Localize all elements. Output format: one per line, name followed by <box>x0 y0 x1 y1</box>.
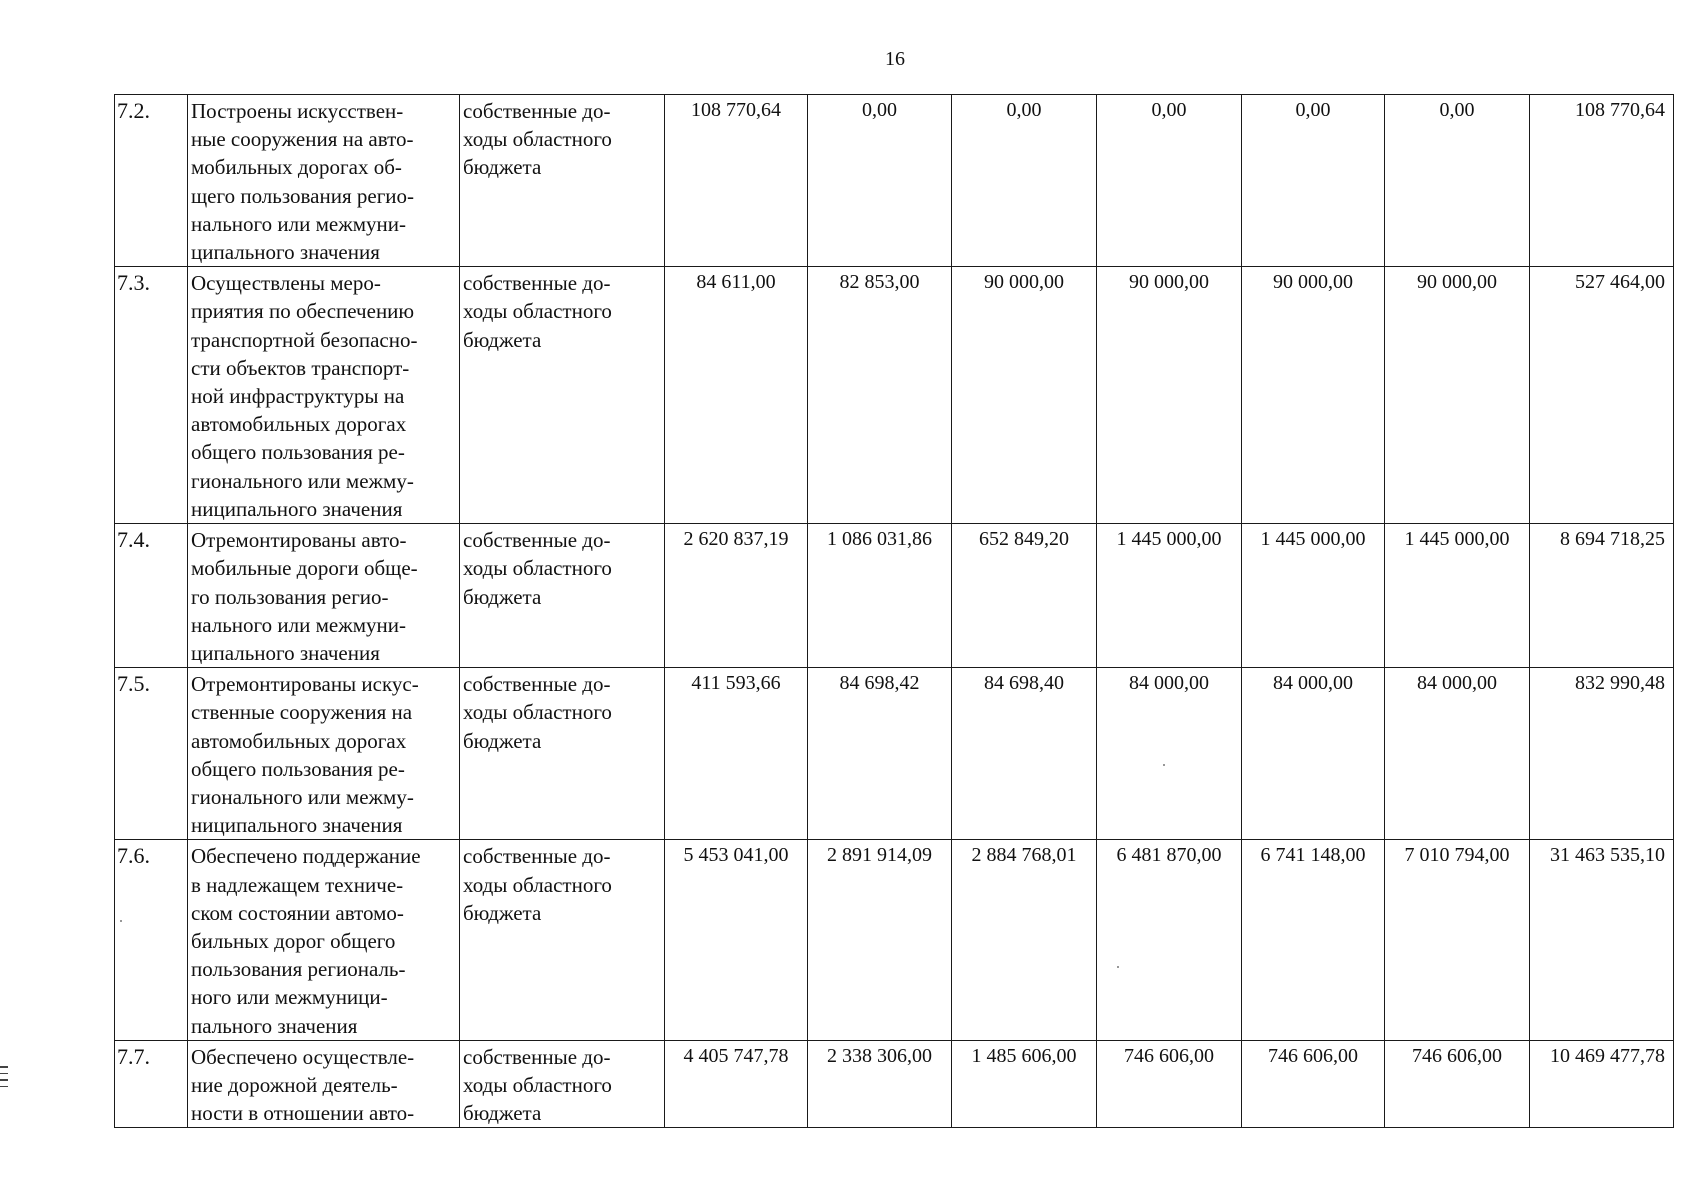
event-name-line: общего пользования ре- <box>191 440 405 465</box>
amount-cell: 84 611,00 <box>665 267 808 524</box>
amount-cell: 7 010 794,00 <box>1385 840 1530 1040</box>
scan-speck <box>1163 764 1165 766</box>
funding-source-cell <box>460 524 665 668</box>
row-number: 7.2. <box>115 95 188 267</box>
funding-source-line: собственные до- <box>463 672 611 697</box>
event-name-line: гионального или межму- <box>191 468 414 493</box>
event-name-line: мобильных дорогах об- <box>191 155 402 180</box>
amount-cell: 84 698,42 <box>808 668 952 840</box>
event-name-line: бильных дорог общего <box>191 929 396 954</box>
event-name-line: Отремонтированы искус- <box>191 672 419 697</box>
funding-source-cell <box>460 95 665 267</box>
funding-source-line: собственные до- <box>463 99 611 123</box>
funding-source-line: ходы областного <box>463 1073 612 1098</box>
event-name-line: автомобильных дорогах <box>191 728 407 753</box>
funding-source-line: ходы областного <box>463 556 612 581</box>
event-name-line: ципального значения <box>191 641 380 666</box>
event-name-line: нального или межмуни- <box>191 211 406 236</box>
amount-cell: 0,00 <box>1385 95 1530 267</box>
event-name-line: общего пользования ре- <box>191 756 405 781</box>
amount-cell: 90 000,00 <box>1242 267 1385 524</box>
event-name-line: ной инфраструктуры на <box>191 384 405 409</box>
event-name-line: Обеспечено поддержание <box>191 844 421 869</box>
scan-speck <box>1117 966 1119 968</box>
table-row <box>115 1040 1674 1128</box>
amount-cell: 411 593,66 <box>665 668 808 840</box>
amount-cell: 0,00 <box>952 95 1097 267</box>
event-name-line: Отремонтированы авто- <box>191 528 407 553</box>
event-name-line: Обеспечено осуществле- <box>191 1044 415 1069</box>
amount-cell: 746 606,00 <box>1385 1040 1530 1128</box>
amount-cell: 746 606,00 <box>1097 1040 1242 1128</box>
event-name-line: в надлежащем техниче- <box>191 872 404 897</box>
table-row <box>115 668 1674 840</box>
amount-cell: 84 000,00 <box>1097 668 1242 840</box>
funding-source-line: ходы областного <box>463 700 612 725</box>
amount-cell: 5 453 041,00 <box>665 840 808 1040</box>
table-row <box>115 267 1674 524</box>
event-name-line: ском состоянии автомо- <box>191 900 404 925</box>
funding-source-line: собственные до- <box>463 1044 611 1069</box>
funding-source-line: собственные до- <box>463 528 611 553</box>
amount-cell: 1 086 031,86 <box>808 524 952 668</box>
event-name-cell <box>188 840 460 1040</box>
event-name-line: приятия по обеспечению <box>191 299 415 324</box>
funding-source-line: бюджета <box>463 155 542 180</box>
event-name-line: автомобильных дорогах <box>191 412 407 437</box>
table-row <box>115 524 1674 668</box>
amount-cell: 1 445 000,00 <box>1097 524 1242 668</box>
amount-cell: 746 606,00 <box>1242 1040 1385 1128</box>
event-name-cell <box>188 668 460 840</box>
amount-cell: 90 000,00 <box>952 267 1097 524</box>
table-body <box>115 95 1674 1128</box>
amount-cell: 0,00 <box>1242 95 1385 267</box>
scan-speck <box>120 920 122 922</box>
event-name-line: сти объектов транспорт- <box>191 355 410 380</box>
event-name-cell <box>188 1040 460 1128</box>
event-name-line: нального или межмуни- <box>191 612 406 637</box>
funding-source-cell <box>460 668 665 840</box>
budget-table <box>114 94 1674 1128</box>
amount-cell: 90 000,00 <box>1385 267 1530 524</box>
amount-cell: 90 000,00 <box>1097 267 1242 524</box>
row-number: 7.6. <box>115 840 188 1040</box>
funding-source-line: ходы областного <box>463 299 612 324</box>
event-name-line: Построены искусствен- <box>191 99 404 123</box>
event-name-cell <box>188 267 460 524</box>
amount-cell: 82 853,00 <box>808 267 952 524</box>
amount-cell: 84 698,40 <box>952 668 1097 840</box>
amount-cell: 1 445 000,00 <box>1385 524 1530 668</box>
amount-cell: 4 405 747,78 <box>665 1040 808 1128</box>
event-name-line: пального значения <box>191 1013 358 1038</box>
binding-margin-marks <box>0 1066 8 1092</box>
amount-cell: 2 884 768,01 <box>952 840 1097 1040</box>
funding-source-line: ходы областного <box>463 127 612 152</box>
amount-cell: 2 891 914,09 <box>808 840 952 1040</box>
event-name-line: ного или межмуници- <box>191 985 388 1010</box>
event-name-line: ниципального значения <box>191 813 403 838</box>
funding-source-cell <box>460 267 665 524</box>
event-name-line: Осуществлены меро- <box>191 271 381 296</box>
event-name-line: мобильные дороги обще- <box>191 556 418 581</box>
page-number: 16 <box>885 48 905 70</box>
total-cell: 10 469 477,78 <box>1530 1040 1674 1128</box>
total-cell: 527 464,00 <box>1530 267 1674 524</box>
row-number: 7.3. <box>115 267 188 524</box>
amount-cell: 6 741 148,00 <box>1242 840 1385 1040</box>
table-row <box>115 840 1674 1040</box>
event-name-line: пользования региональ- <box>191 957 406 982</box>
amount-cell: 2 620 837,19 <box>665 524 808 668</box>
funding-source-line: бюджета <box>463 900 542 925</box>
funding-source-line: бюджета <box>463 728 542 753</box>
event-name-line: гионального или межму- <box>191 785 414 810</box>
amount-cell: 84 000,00 <box>1242 668 1385 840</box>
event-name-line: ние дорожной деятель- <box>191 1073 398 1098</box>
event-name-line: ные сооружения на авто- <box>191 127 414 152</box>
total-cell: 8 694 718,25 <box>1530 524 1674 668</box>
amount-cell: 84 000,00 <box>1385 668 1530 840</box>
table-row <box>115 95 1674 267</box>
row-number: 7.5. <box>115 668 188 840</box>
funding-source-line: собственные до- <box>463 271 611 296</box>
funding-source-line: ходы областного <box>463 872 612 897</box>
total-cell: 31 463 535,10 <box>1530 840 1674 1040</box>
event-name-line: го пользования регио- <box>191 584 389 609</box>
amount-cell: 0,00 <box>808 95 952 267</box>
funding-source-cell <box>460 1040 665 1128</box>
event-name-line: ности в отношении авто- <box>191 1101 415 1126</box>
funding-source-line: собственные до- <box>463 844 611 869</box>
row-number: 7.4. <box>115 524 188 668</box>
event-name-line: щего пользования регио- <box>191 183 415 208</box>
amount-cell: 6 481 870,00 <box>1097 840 1242 1040</box>
amount-cell: 1 445 000,00 <box>1242 524 1385 668</box>
row-number: 7.7. <box>115 1040 188 1128</box>
amount-cell: 1 485 606,00 <box>952 1040 1097 1128</box>
event-name-cell <box>188 95 460 267</box>
funding-source-cell <box>460 840 665 1040</box>
event-name-line: ципального значения <box>191 240 380 265</box>
amount-cell: 0,00 <box>1097 95 1242 267</box>
event-name-line: ственные сооружения на <box>191 700 413 725</box>
funding-source-line: бюджета <box>463 1101 542 1126</box>
amount-cell: 2 338 306,00 <box>808 1040 952 1128</box>
total-cell: 108 770,64 <box>1530 95 1674 267</box>
event-name-line: транспортной безопасно- <box>191 327 418 352</box>
event-name-line: ниципального значения <box>191 496 403 521</box>
total-cell: 832 990,48 <box>1530 668 1674 840</box>
amount-cell: 652 849,20 <box>952 524 1097 668</box>
amount-cell: 108 770,64 <box>665 95 808 267</box>
funding-source-line: бюджета <box>463 327 542 352</box>
event-name-cell <box>188 524 460 668</box>
funding-source-line: бюджета <box>463 584 542 609</box>
